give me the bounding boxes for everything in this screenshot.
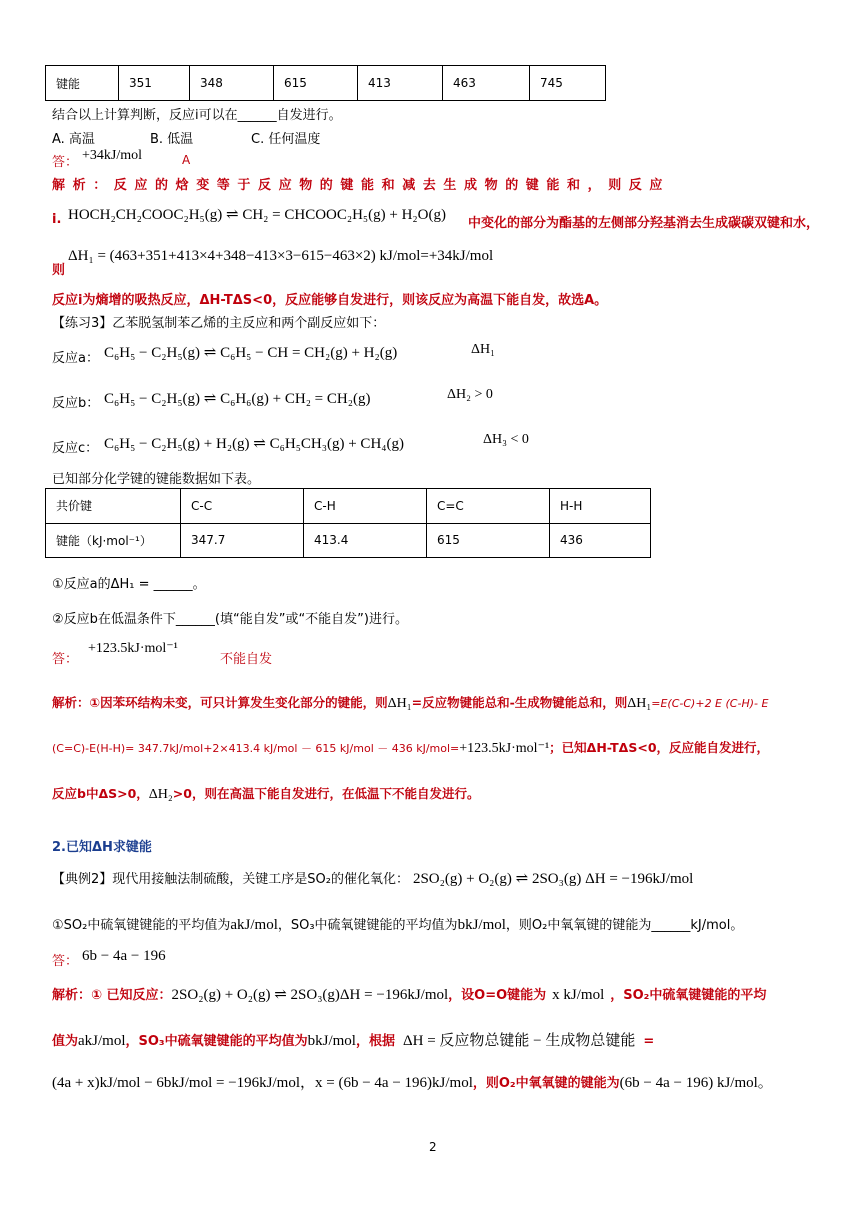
analysis-text: =反应物键能总和-生成物键能总和，则 (411, 695, 628, 710)
analysis-text: 反应b中ΔS>0， (52, 786, 149, 801)
answer-value: +123.5kJ·mol⁻¹ (88, 641, 178, 656)
answer-label: 答： (52, 652, 79, 667)
reaction-enthalpy: ΔH₂ > 0 (447, 387, 493, 402)
analysis-prefix: 则 (52, 263, 66, 278)
delta-h-symbol: ΔH₂ (148, 787, 173, 802)
delta-h-symbol: ΔH₁ (627, 696, 652, 711)
formula: x kJ/mol (552, 987, 605, 1003)
table-header-cell: H-H (550, 489, 651, 524)
table-cell: 351 (119, 66, 190, 101)
formula: bkJ/mol (457, 917, 506, 933)
option-b: B. 低温 (150, 132, 194, 147)
question-text: ①SO₂中硫氧键键能的平均值为 (52, 918, 231, 933)
reaction-equation: C₆H₅ − C₂H₅(g) + H₂(g) ⇌ C₆H₅CH₃(g) + CH₄(g) (104, 436, 404, 452)
formula: akJ/mol (230, 917, 278, 933)
answer-value: +34kJ/mol (82, 148, 143, 163)
reaction-label: 反应c： (52, 441, 99, 456)
table-cell: 348 (190, 66, 274, 101)
formula: akJ/mol (78, 1033, 126, 1049)
answer-label: 答： (52, 954, 79, 969)
analysis-text: ，则O₂中氧氧键的键能为 (472, 1076, 620, 1091)
equation: (4a + x)kJ/mol − 6bkJ/mol = −196kJ/mol，x = (6b − 4a − 196)kJ/mol (52, 1075, 473, 1091)
reaction-label: 反应a： (52, 351, 99, 366)
table-intro: 已知部分化学键的键能数据如下表。 (52, 472, 261, 487)
analysis-line (52, 693, 768, 712)
analysis-text: ，设O=O键能为 (448, 988, 547, 1003)
equation: (6b − 4a − 196) kJ/mol。 (619, 1075, 773, 1091)
answer-value: 6b − 4a − 196 (82, 948, 166, 964)
example-text: 【典例2】现代用接触法制硫酸，关键工序是SO₂的催化氧化： (52, 872, 409, 887)
table-cell: 键能（kJ·mol⁻¹） (46, 523, 181, 558)
exercise-title: 【练习3】乙苯脱氢制苯乙烯的主反应和两个副反应如下： (52, 316, 386, 331)
analysis-prefix: ⅰ. (52, 212, 62, 227)
analysis-line: 解析：反应的焓变等于反应物的键能和减去生成物的键能和，则反应 (52, 178, 671, 193)
table-cell: 键能 (46, 66, 119, 101)
answer-choice: A (182, 153, 191, 167)
table-cell: 413 (358, 66, 443, 101)
bond-energy-table-top (45, 65, 606, 101)
equation: HOCH₂CH₂COOC₂H₅(g) ⇌ CH₂ = CHCOOC₂H₅(g) + H₂O(g) (68, 207, 446, 223)
analysis-text: ；已知ΔH-TΔS<0，反应能自发进行， (549, 740, 770, 755)
table-header-cell: 共价键 (46, 489, 181, 524)
answer-label: 答： (52, 155, 79, 170)
option-a: A. 高温 (52, 132, 95, 147)
equation: 2SO₂(g) + O₂(g) ⇌ 2SO₃(g)ΔH = −196kJ/mol (171, 987, 449, 1003)
analysis-line: 反应ⅰ为熵增的吸热反应，ΔH-TΔS<0，反应能够自发进行，则该反应为高温下能自发，故选A。 (52, 293, 608, 308)
reaction-equation: C₆H₅ − C₂H₅(g) ⇌ C₆H₅ − CH = CH₂(g) + H₂(g) (104, 345, 398, 361)
table-header-cell: C=C (427, 489, 550, 524)
option-c: C. 任何温度 (251, 132, 321, 147)
analysis-text: >0，则在高温下能自发进行，在低温下不能自发进行。 (172, 786, 480, 801)
formula: ΔH = 反应物总键能 − 生成物总键能 (402, 1033, 636, 1049)
answer-text: 不能自发 (220, 652, 273, 667)
sub-question: ②反应b在低温条件下______(填“能自发”或“不能自发”)进行。 (52, 612, 408, 627)
analysis-line (52, 984, 766, 1004)
analysis-line (52, 784, 479, 803)
question-text: 结合以上计算判断，反应ⅰ可以在______自发进行。 (52, 108, 342, 123)
question-text: ，则O₂中氧氧键的键能为______kJ/mol。 (505, 918, 744, 933)
bond-energy-table (45, 488, 651, 558)
question-text: ，SO₃中硫氧键键能的平均值为 (277, 918, 458, 933)
equation: ΔH₁ = (463+351+413×4+348−413×3−615−463×2) kJ/mol=+34kJ/mol (68, 248, 494, 264)
section-heading: 2.已知ΔH求键能 (52, 840, 152, 855)
delta-h-symbol: ΔH₁ (387, 696, 412, 711)
reaction-label: 反应b： (52, 396, 100, 411)
reaction-enthalpy: ΔH₁ (471, 342, 495, 357)
analysis-text: = (643, 1034, 655, 1049)
sub-question: ①反应a的ΔH₁ = ______。 (52, 577, 206, 592)
reaction-enthalpy: ΔH₃ < 0 (483, 432, 529, 447)
table-header-cell: C-C (181, 489, 304, 524)
analysis-text: (C=C)-E(H-H)= 347.7kJ/mol+2×413.4 kJ/mol － 615 kJ/mol － 436 kJ/mol= (52, 742, 460, 755)
analysis-text: 解析：①因苯环结构未变，可只计算发生变化部分的键能，则 (52, 695, 388, 710)
analysis-text: 值为 (52, 1034, 79, 1049)
example-equation: 2SO₂(g) + O₂(g) ⇌ 2SO₃(g) ΔH = −196kJ/mol (412, 871, 694, 887)
analysis-text: ，SO₃中硫氧键键能的平均值为 (125, 1034, 308, 1049)
formula: bkJ/mol (307, 1033, 356, 1049)
reaction-equation: C₆H₅ − C₂H₅(g) ⇌ C₆H₆(g) + CH₂ = CH₂(g) (104, 391, 371, 407)
table-cell: 745 (530, 66, 606, 101)
table-cell: 413.4 (304, 523, 427, 558)
table-cell: 615 (427, 523, 550, 558)
analysis-text: =E(C-C)+2 E (C-H)- E (651, 697, 769, 710)
table-header-cell: C-H (304, 489, 427, 524)
table-cell: 463 (443, 66, 530, 101)
question-line (52, 914, 743, 934)
analysis-text: ，根据 (355, 1034, 395, 1049)
analysis-line (52, 1029, 654, 1050)
formula-value: +123.5kJ·mol⁻¹ (459, 741, 550, 756)
analysis-line (52, 738, 769, 757)
analysis-text: 解析：① 已知反应： (52, 988, 172, 1003)
analysis-text: 中变化的部分为酯基的左侧部分羟基消去生成碳碳双键和水， (468, 216, 820, 231)
analysis-text: ，SO₂中硫氧键键能的平均 (610, 988, 767, 1003)
table-cell: 615 (274, 66, 358, 101)
example-line (52, 868, 693, 888)
page-number: 2 (429, 1140, 437, 1154)
analysis-line (52, 1071, 773, 1092)
table-cell: 436 (550, 523, 651, 558)
table-cell: 347.7 (181, 523, 304, 558)
